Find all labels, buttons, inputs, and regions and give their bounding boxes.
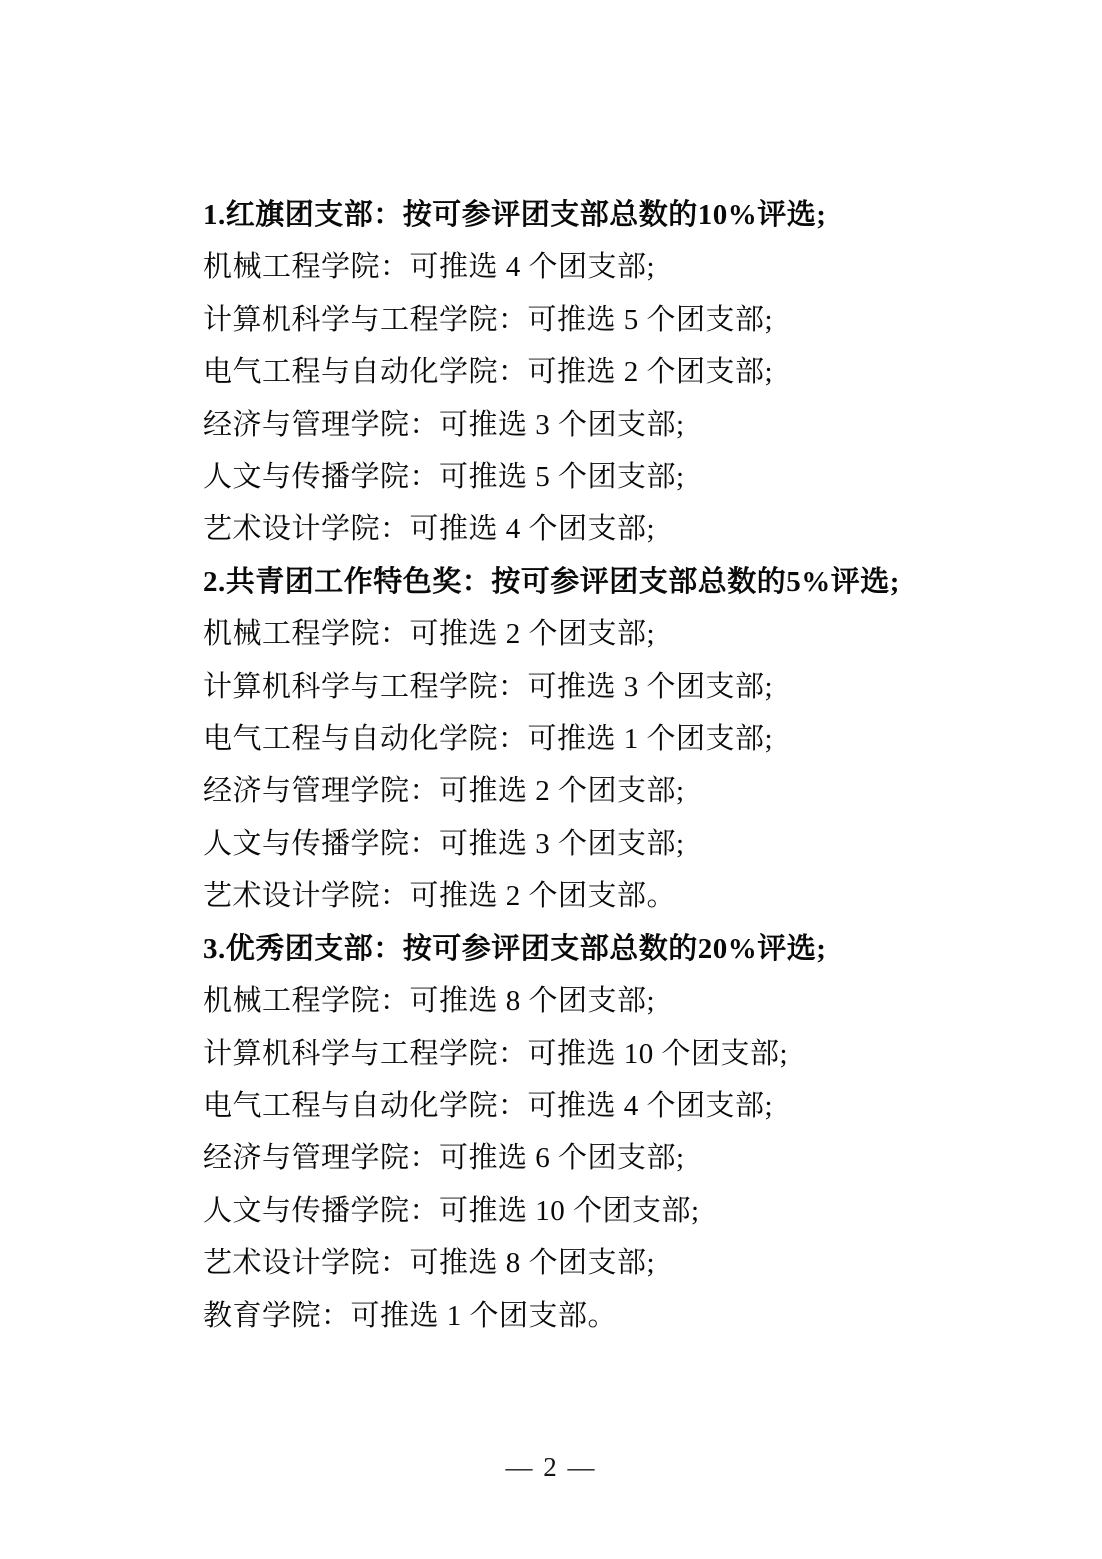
document-line: 经济与管理学院：可推选 6 个团支部;: [203, 1142, 685, 1175]
document-line: 人文与传播学院：可推选 10 个团支部;: [203, 1194, 700, 1227]
document-line: 电气工程与自动化学院：可推选 1 个团支部;: [203, 723, 774, 756]
document-line: 人文与传播学院：可推选 3 个团支部;: [203, 827, 685, 860]
document-line: 艺术设计学院：可推选 8 个团支部;: [203, 1247, 656, 1280]
document-line: 教育学院：可推选 1 个团支部。: [203, 1299, 618, 1332]
document-line: 经济与管理学院：可推选 2 个团支部;: [203, 775, 685, 808]
section-heading-2: 2.共青团工作特色奖：按可参评团支部总数的5%评选;: [203, 565, 900, 598]
document-line: 计算机科学与工程学院：可推选 3 个团支部;: [203, 670, 774, 703]
page-number: — 2 —: [505, 1452, 597, 1482]
document-line: 机械工程学院：可推选 8 个团支部;: [203, 985, 656, 1018]
document-line: 艺术设计学院：可推选 4 个团支部;: [203, 513, 656, 546]
document-body: [203, 189, 923, 1342]
document-line: 电气工程与自动化学院：可推选 2 个团支部;: [203, 356, 774, 389]
document-line: 人文与传播学院：可推选 5 个团支部;: [203, 461, 685, 494]
document-line: 计算机科学与工程学院：可推选 10 个团支部;: [203, 1037, 789, 1070]
document-line: 电气工程与自动化学院：可推选 4 个团支部;: [203, 1089, 774, 1122]
document-line: 计算机科学与工程学院：可推选 5 个团支部;: [203, 303, 774, 336]
document-line: 机械工程学院：可推选 2 个团支部;: [203, 618, 656, 651]
document-line: 经济与管理学院：可推选 3 个团支部;: [203, 408, 685, 441]
document-line: 艺术设计学院：可推选 2 个团支部。: [203, 880, 677, 913]
section-heading-1: 1.红旗团支部：按可参评团支部总数的10%评选;: [203, 199, 827, 231]
document-line: 机械工程学院：可推选 4 个团支部;: [203, 251, 656, 284]
section-heading-3: 3.优秀团支部：按可参评团支部总数的20%评选;: [203, 932, 827, 965]
